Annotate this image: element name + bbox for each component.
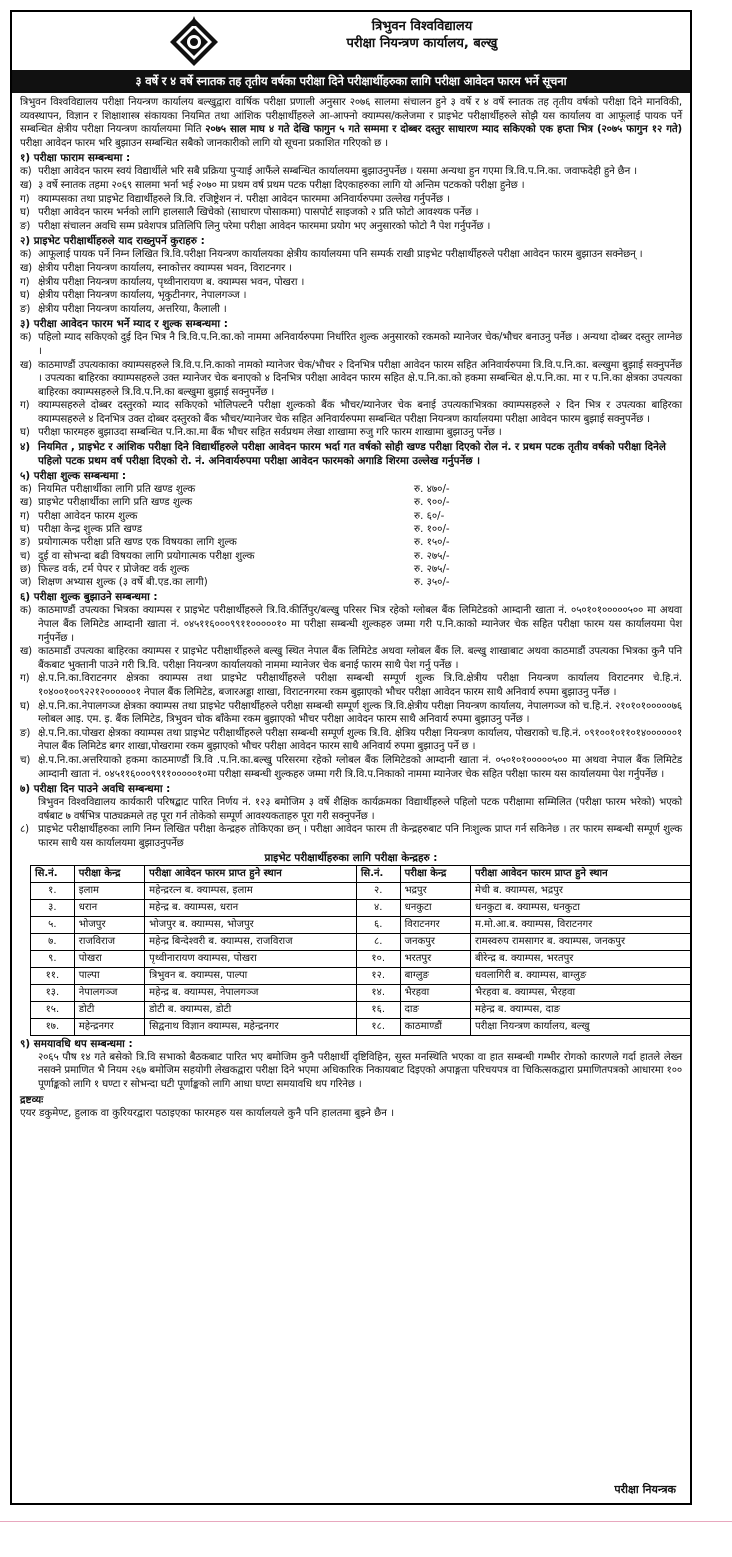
table-cell: ८.	[356, 933, 400, 950]
list-item	[20, 193, 682, 207]
tu-emblem-icon	[168, 16, 220, 68]
section-7-body	[20, 796, 682, 823]
item-text: काठमाडौं उपत्यका बाहिरका क्याम्पस र प्राइभेट परीक्षार्थीहरुले बल्खु स्थित नेपाल बैंक लिमिटेड अथवा ग्लोबल बैंक लि. बल्खु शाखाबाट अथवा काठमाडौं उपत्यका भित्रका कुनै पनि बैंकबाट भुक्तानी पाउने गरी त्रि.वि. परीक्षा नियन्त्रण कार्यालयको नाममा म्यानेजर चेक बनाई फारम साथै पेश गर्नु पर्नेछ ।	[38, 646, 682, 671]
item-text: परीक्षा आवेदन फारम भर्नको लागि हालसालै खिचेको (साधारण पोसाकमा) पासपोर्ट साइजको २ प्रति फोटो आवश्यक पर्नेछ ।	[38, 207, 479, 219]
fee-amount: रु. २७५/-	[414, 550, 450, 562]
fee-name: दुई वा सोभन्दा बढी विषयका लागि प्रयोगात्मक परीक्षा शुल्क	[38, 550, 255, 562]
item-label: क)	[20, 166, 32, 178]
list-item	[20, 645, 682, 672]
table-cell: महेन्द्रनगर	[74, 1018, 144, 1035]
list-item	[20, 359, 682, 400]
table-cell: डोटी	[74, 1001, 144, 1018]
item-text: ३ वर्षे स्नातक तहमा २०६९ सालमा भर्ना भई २०७० मा प्रथम वर्ष प्रथम पटक परीक्षा दिएकाहरुका लागि यो अन्तिम पटकको परीक्षा हुनेछ ।	[38, 179, 525, 191]
item-label: ङ)	[20, 220, 31, 232]
table-cell: इलाम	[74, 882, 144, 899]
col-header: परीक्षा आवेदन फारम प्राप्त हुने स्थान	[471, 865, 692, 882]
fee-label: च)	[20, 550, 31, 562]
table-cell: बीरेन्द्र ब. क्याम्पस, भरतपुर	[471, 950, 692, 967]
list-item	[20, 289, 682, 303]
table-cell: १३.	[31, 984, 75, 1001]
fee-list	[20, 483, 682, 589]
item-text: आफूलाई पायक पर्ने निम्न लिखित त्रि.वि.परीक्षा नियन्त्रण कार्यालयका क्षेत्रीय कार्यालयमा पनि सम्पर्क राखी प्राइभेट परीक्षार्थीहरुले परीक्षा आवेदन फारम बुझाउन सक्नेछन् ।	[38, 249, 643, 261]
fee-amount: रु. ३५०/-	[414, 577, 450, 589]
note-text: एयर डकुमेण्ट, हुलाक वा कुरियरद्वारा पठाइएका फारमहरु यस कार्यालयले कुनै पनि हालतमा बुझ्ने छैन ।	[20, 1108, 395, 1120]
table-cell: ४.	[356, 899, 400, 916]
table-cell: धनकुटा	[400, 899, 470, 916]
table-cell: भैरहवा	[400, 984, 470, 1001]
col-header: परीक्षा केन्द्र	[400, 865, 470, 882]
table-cell: जनकपुर	[400, 933, 470, 950]
table-cell: धनकुटा ब. क्याम्पस, धनकुटा	[471, 899, 692, 916]
note-title: द्रष्टव्यः	[20, 1094, 44, 1107]
notice-page	[10, 10, 692, 1505]
item-text: काठमाण्डौं उपत्यकाका क्याम्पसहरुले त्रि.वि.प.नि.काको नामको म्यानेजर चेक/भौचर २ दिनभित्र परीक्षा आवेदन फारम सहित अनिवार्यरुपमा त्रि.वि.प.नि.का. बल्खुमा बुझाई सक्नुपर्नेछ । उपत्यका बाहिरका क्याम्पसहरुले उक्त म्यानेजर चेक बनाएको ४ दिनभित्र परीक्षा आवेदन फारम सहित क्षे.प.नि.का.को हकमा सम्बन्धित क्षे.प.नि.का. मा र प.नि.का क्षेत्रका उपत्यका बाहिरका क्याम्पसहरुले त्रि.वि.प.नि.का बल्खुमा बुझाई सक्नुपर्नेछ ।	[38, 359, 682, 398]
table-row	[31, 899, 692, 916]
fee-row	[20, 483, 682, 496]
col-header: परीक्षा केन्द्र	[74, 865, 144, 882]
section-3-list	[20, 331, 682, 440]
table-cell: परीक्षा नियन्त्रण कार्यालय, बल्खु	[471, 1018, 692, 1035]
fee-amount: रु. ६०/-	[414, 510, 445, 522]
table-cell: धवलागिरी ब. क्याम्पस, बाग्लुङ	[471, 967, 692, 984]
table-row	[31, 933, 692, 950]
item-text: परीक्षा फारमहरु बुझाउदा सम्बन्धित प.नि.का.मा बैंक भौचर सहित सर्वप्रथम लेखा शाखामा रुजु गरि फारम शाखामा बुझाउनु पर्नेछ ।	[38, 427, 502, 439]
notice-title-banner: ३ वर्षे र ४ वर्षे स्नातक तह तृतीय वर्षका परीक्षा दिने परीक्षार्थीहरुका लागि परीक्षा आवेदन फारम भर्ने सूचना	[12, 70, 690, 93]
item-text: परीक्षा आवेदन फारम स्वयं विद्यार्थीले भरि सबै प्रक्रिया पुऱ्याई आफैंले सम्बन्धित कार्यालयमा बुझाउनुपर्नेछ । यसमा अन्यथा हुन गएमा त्रि.वि.प.नि.का. जवाफदेही हुने छैन ।	[38, 166, 637, 178]
item-text: क्षेत्रीय परीक्षा नियन्त्रण कार्यालय, भृकुटीनगर, नेपालगञ्ज ।	[38, 290, 247, 302]
table-cell: १२.	[356, 967, 400, 984]
table-cell: १७.	[31, 1018, 75, 1035]
fee-name: परीक्षा केन्द्र शुल्क प्रति खण्ड	[38, 523, 143, 535]
table-cell: १८.	[356, 1018, 400, 1035]
table-header-row	[31, 865, 692, 882]
table-cell: ११.	[31, 967, 75, 984]
table-cell: महेन्द्र ब. क्याम्पस, धरान	[145, 899, 357, 916]
item-label: ग)	[20, 193, 30, 205]
fee-label: ङ)	[20, 537, 31, 549]
fee-label: ख)	[20, 497, 33, 509]
table-cell: १४.	[356, 984, 400, 1001]
intro-text-end: परीक्षा आवेदन फारम भरि बुझाउन सम्बन्धित सबैको जानकारीको लागि यो सूचना प्रकाशित गरिएको छ ।	[20, 137, 388, 149]
table-cell: महेन्द्र ब. क्याम्पस, नेपालगञ्ज	[145, 984, 357, 1001]
fee-amount: रु. ९००/-	[414, 497, 450, 509]
section-7-title: ७) परीक्षा दिन पाउने अवधि सम्बन्धमा :	[20, 783, 171, 796]
section-6-title: ६) परीक्षा शुल्क बुझाउने सम्बन्धमा :	[20, 591, 158, 604]
item-text: क्षे.प.नि.का.पोखरा क्षेत्रका क्याम्पस तथा प्राइभेट परीक्षार्थीहरुले परीक्षा सम्बन्धी सम्पूर्ण शुल्क त्रि.वि. क्षेत्रिय परीक्षा नियन्त्रण कार्यालय, पोखराको च.हि.नं. ०९१००१०११०१४००००००१ नेपाल बैंक लिमिटेड बगर शाखा,पोखरामा रकम बुझाएको भौचर परीक्षा आवेदन फारम साथै अनिवार्य रुपमा बुझाउनु पर्ने छ ।	[38, 727, 682, 753]
table-row	[31, 984, 692, 1001]
signature-title: परीक्षा नियन्त्रक	[614, 1483, 676, 1496]
item-label: ४)	[20, 441, 31, 454]
list-item	[20, 426, 682, 440]
section-4-text: नियमित , प्राइभेट र आंशिक परीक्षा दिने विद्यार्थीहरुले परीक्षा आवेदन फारम भर्दा गत वर्षको सोही खण्ड परीक्षा दिएको रोल नं. र प्रथम पटक तृतीय वर्षको परीक्षा दिनेले पहिलो पटक प्रथम वर्ष परीक्षा दिएको रो. नं. अनिवार्यरुपमा परीक्षा आवेदन फारमको अगाडि शिरमा उल्लेख गर्नुपर्नेछ ।	[38, 441, 666, 468]
item-text: परीक्षा संचालन अवधि सम्म प्रवेशपत्र प्रतिलिपि लिनु परेमा परीक्षा आवेदन फारममा प्रयोग भए अनुसारको फोटो नै पेश गर्नुपर्नेछ ।	[38, 220, 491, 232]
table-cell: भद्रपुर	[400, 882, 470, 899]
list-item	[20, 179, 682, 193]
table-cell: भैरहवा ब. क्याम्पस, भैरहवा	[471, 984, 692, 1001]
item-label: ख)	[20, 359, 33, 371]
table-cell: ७.	[31, 933, 75, 950]
notice-header	[20, 12, 682, 70]
table-cell: काठमाण्डौं	[400, 1018, 470, 1035]
fee-label: छ)	[20, 563, 32, 575]
section-2-title: २) प्राइभेट परीक्षार्थीहरुले याद राख्नुपर्ने कुराहरु :	[20, 235, 205, 248]
item-text: क्षेत्रीय परीक्षा नियन्त्रण कार्यालय, पृथ्वीनारायण ब. क्याम्पस भवन, पोखरा ।	[38, 276, 305, 288]
fee-name: नियमित परीक्षार्थीका लागि प्रति खण्ड शुल्क	[38, 484, 196, 496]
table-cell: ५.	[31, 916, 75, 933]
table-cell: बाग्लुङ	[400, 967, 470, 984]
list-item	[20, 276, 682, 290]
fee-row	[20, 536, 682, 549]
fee-row	[20, 576, 682, 589]
fee-name: परीक्षा आवेदन फारम शुल्क	[38, 510, 138, 522]
list-item	[20, 672, 682, 699]
fee-amount: रु. २७५/-	[414, 563, 450, 575]
intro-paragraph	[20, 96, 682, 150]
item-label: ख)	[20, 646, 33, 658]
university-name: त्रिभुवन विश्वविद्यालय	[371, 19, 473, 34]
list-item	[20, 165, 682, 179]
table-cell: म.मो.आ.ब. क्याम्पस, विराटनगर	[471, 916, 692, 933]
item-label: ग)	[20, 400, 30, 412]
table-cell: डोटी ब. क्याम्पस, डोटी	[145, 1001, 357, 1018]
section-9-title: ९) समयावधि थप सम्बन्धमा :	[20, 1037, 133, 1050]
table-row	[31, 950, 692, 967]
section-5-title: ५) परीक्षा शुल्क सम्बन्धमा :	[20, 470, 126, 483]
intro-text: त्रिभुवन विश्वविद्यालय परीक्षा नियन्त्रण कार्यालय बल्खुद्वारा वार्षिक परीक्षा प्रणाली अनुसार २०७६ सालमा संचालन हुने ३ वर्षे र ४ वर्षे स्नातक तह तृतीय वर्षको परीक्षा दिने मानविकी, व्यवस्थापन, विज्ञान र शिक्षाशास्त्र संकायका नियमित तथा आंशिक परीक्षार्थीहरुले आ-आफ्नो क्याम्पस/कलेजमा र प्राइभेट परीक्षार्थीहरुले सोझै यस कार्यालय वा आफूलाई पायक पर्ने सम्बन्धित क्षेत्रीय परीक्षा नियन्त्रण कार्यालयमा मिति	[20, 97, 682, 136]
section-9-text: २०६५ पौष १४ गते बसेको त्रि.वि सभाको बैठकबाट पारित भए बमोजिम कुनै परीक्षार्थी दृष्टिविहिन, सुस्त मनस्थिति भएका वा हात सम्बन्धी गम्भीर रोगको कारणले गर्दा हातले लेख्न नसक्ने प्रमाणित भै नियम २६७ बमोजिम सहयोगी लेखकद्वारा परीक्षा दिने भएमा अधिकारिक निकायबाट दिइएको अपाङ्गता परिचयपत्र वा चिकित्सकद्वारा प्रमाणितपत्रको आधारमा १०० पूर्णाङ्कको लागि १ घण्टा र सोभन्दा घटी पूर्णाङ्कको लागि आधा घण्टा समयावधि थप गरिनेछ ।	[38, 1051, 682, 1090]
table-cell: १.	[31, 882, 75, 899]
col-header: परीक्षा आवेदन फारम प्राप्त हुने स्थान	[145, 865, 357, 882]
list-item	[20, 604, 682, 645]
footer-divider	[0, 1521, 732, 1522]
fee-row	[20, 550, 682, 563]
table-cell: पृथ्वीनारायण क्याम्पस, पोखरा	[145, 950, 357, 967]
item-text: क्षे.प.नि.का.नेपालगञ्ज क्षेत्रका क्याम्पस तथा प्राइभेट परीक्षार्थीहरुले परीक्षा सम्बन्धी सम्पूर्ण शुल्क त्रि.वि.क्षेत्रीय परीक्षा नियन्त्रण कार्यालय, नेपालगञ्ज को च.हि.नं. २१०१०१०००००७६ ग्लोबल आइ. एम. इ. बैंक लिमिटेड, त्रिभुवन चोक बाँकेमा रकम बुझाएको भौचर परीक्षा आवेदन फारम साथै अनिवार्य रुपमा बुझाउनु पर्नेछ ।	[38, 700, 682, 726]
fee-name: शिक्षण अभ्यास शुल्क (३ वर्षे बी.एड.का लागी)	[38, 577, 208, 589]
list-item	[20, 727, 682, 754]
table-cell: धरान	[74, 899, 144, 916]
item-text: क्षे.प.नि.का.विराटनगर क्षेत्रका क्याम्पस तथा प्राइभेट परीक्षार्थीहरुले परीक्षा सम्बन्धी सम्पूर्ण शुल्क त्रि.वि.क्षेत्रीय परीक्षा नियन्त्रण कार्यालय विराटनगर चे.हि.नं. १०४००१००९२२१२००००००१ नेपाल बैंक लिमिटेड, बजारअड्डा शाखा, विराटनगरमा रकम बुझाएको भौचर परीक्षा आवेदन फारम साथै अनिवार्य रुपमा बुझाउनु पर्नेछ ।	[38, 673, 682, 698]
table-cell: ९.	[31, 950, 75, 967]
fee-row	[20, 563, 682, 576]
fee-label: ज)	[20, 577, 32, 589]
table-cell: भोजपुर ब. क्याम्पस, भोजपुर	[145, 916, 357, 933]
fee-label: ग)	[20, 510, 30, 522]
list-item	[20, 206, 682, 220]
table-cell: पोखरा	[74, 950, 144, 967]
table-cell: दाङ	[400, 1001, 470, 1018]
table-cell: १६.	[356, 1001, 400, 1018]
office-name: परीक्षा नियन्त्रण कार्यालय, बल्खु	[346, 36, 498, 51]
table-row	[31, 967, 692, 984]
table-cell: २.	[356, 882, 400, 899]
item-label: घ)	[20, 427, 30, 439]
fee-row	[20, 510, 682, 523]
fee-name: प्रयोगात्मक परीक्षा प्रति खण्ड एक विषयका लागि शुल्क	[38, 537, 237, 549]
list-item	[20, 700, 682, 727]
fee-label: क)	[20, 484, 32, 496]
list-item	[20, 262, 682, 276]
table-cell: मेची ब. क्याम्पस, भद्रपुर	[471, 882, 692, 899]
item-text: क्षेत्रीय परीक्षा नियन्त्रण कार्यालय, स्नाकोत्तर क्याम्पस भवन, विराटनगर ।	[38, 262, 292, 274]
item-label: ग)	[20, 276, 30, 288]
table-cell: १५.	[31, 1001, 75, 1018]
item-text: काठमाण्डौं उपत्यका भित्रका क्याम्पस र प्राइभेट परीक्षार्थीहरुले त्रि.वि.कीर्तिपुर/बल्खु परिसर भित्र रहेको ग्लोबल बैंक लिमिटेडको आम्दानी खाता नं. ०५०१०१०००००५०० मा अथवा नेपाल बैंक लिमिटेड आम्दानी खाता नं. ०४५११६०००९९११०००००१० मा परीक्षा सम्बन्धी शुल्कहरु जम्मा गरी प.नि.काको म्यानेजर चेक सहित परीक्षा फारम यस कार्यालयमा पेश गर्नुपर्नेछ ।	[38, 605, 682, 644]
item-text: क्याम्पसका तथा प्राइभेट विद्यार्थीहरुले त्रि.वि. रजिष्ट्रेशन नं. परीक्षा आवेदन फारममा अनिवार्यरुपमा उल्लेख गर्नुपर्नेछ ।	[38, 193, 450, 205]
col-header: सि.नं.	[31, 865, 75, 882]
item-label: ङ)	[20, 303, 31, 315]
table-cell: नेपालगञ्ज	[74, 984, 144, 1001]
item-label: च)	[20, 754, 31, 766]
table-cell: सिद्वनाथ विज्ञान क्याम्पस, महेन्द्रनगर	[145, 1018, 357, 1035]
fee-row	[20, 496, 682, 509]
centers-table	[30, 865, 692, 1036]
section-6-list	[20, 604, 682, 781]
item-label: घ)	[20, 207, 30, 219]
table-cell: त्रिभुवन ब. क्याम्पस, पाल्पा	[145, 967, 357, 984]
table-row	[31, 1001, 692, 1018]
fee-amount: रु. १५०/-	[414, 537, 450, 549]
item-text: पहिलो म्याद सकिएको दुई दिन भित्र नै त्रि.वि.प.नि.का.को नाममा अनिवार्यरुपमा निर्धारित शुल्क अनुसारको रकमको म्यानेजर चेक/भौचर बनाउनु पर्नेछ । अन्यथा दोब्बर दस्तुर लाग्नेछ ।	[38, 332, 682, 357]
centers-table-body	[31, 882, 692, 1035]
table-cell: भोजपुर	[74, 916, 144, 933]
section-1-title: १) परीक्षा फाराम सम्बन्धमा :	[20, 152, 131, 165]
section-1-list	[20, 165, 682, 233]
table-cell: विराटनगर	[400, 916, 470, 933]
item-label: घ)	[20, 700, 30, 712]
table-cell: महेन्द्र बिन्देश्वरी ब. क्याम्पस, राजविराज	[145, 933, 357, 950]
item-text: क्षेत्रीय परीक्षा नियन्त्रण कार्यालय, अत्तरिया, कैलाली ।	[38, 303, 227, 315]
section-2-list	[20, 248, 682, 316]
list-item	[20, 754, 682, 781]
table-cell: १०.	[356, 950, 400, 967]
section-7-text: त्रिभुवन विश्वविद्यालय कार्यकारी परिषद्बाट पारित निर्णय नं. १२३ बमोजिम ३ वर्षे शैक्षिक कार्यक्रमका विद्यार्थीहरुले पहिलो पटक परीक्षामा सम्मिलित (परीक्षा फारम भरेको) भएको वर्षबाट ७ वर्षभित्र पाठ्यक्रमले तह पूरा गर्न तोकेको सम्पूर्ण आवश्यकताहरु पूरा गरी सक्नुपर्नेछ ।	[38, 797, 682, 822]
item-label: क)	[20, 605, 32, 617]
item-text: क्याम्पसहरुले दोब्बर दस्तुरको म्याद सकिएको भोलिपल्टनै परीक्षा शुल्कको बैंक भौचर/म्यानेजर चेक बनाई उपत्यकाभित्रका क्याम्पसहरुले २ दिन भित्र र उपत्यका बाहिरका क्याम्पसहरुले ४ दिनभित्र उक्त दोब्बर दस्तुरको बैंक भौचर/म्यानेजर चेक सहित अनिवार्यरुपमा सम्बन्धित परीक्षा नियन्त्रण कार्यालयमा परीक्षा आवेदन फारम बुझाई सक्नुपर्नेछ ।	[38, 400, 682, 425]
list-item	[20, 220, 682, 234]
table-cell: राजविराज	[74, 933, 144, 950]
list-item	[20, 303, 682, 317]
list-item	[20, 248, 682, 262]
fee-label: घ)	[20, 523, 30, 535]
item-label: ख)	[20, 262, 33, 274]
table-cell: महेन्द्र ब. क्याम्पस, दाङ	[471, 1001, 692, 1018]
col-header: सि.नं.	[356, 865, 400, 882]
item-label: घ)	[20, 290, 30, 302]
fee-amount: रु. ४७०/-	[414, 484, 450, 496]
item-label: ङ)	[20, 727, 31, 739]
section-9-body	[20, 1051, 682, 1092]
table-cell: ३.	[31, 899, 75, 916]
item-label: ख)	[20, 179, 33, 191]
item-label: ग)	[20, 673, 30, 685]
fee-name: प्राइभेट परीक्षार्थीका लागि प्रति खण्ड शुल्क	[38, 497, 193, 509]
section-3-title: ३) परीक्षा आवेदन फारम भर्ने म्याद र शुल्क सम्बन्धमा :	[20, 318, 228, 331]
table-row	[31, 1018, 692, 1035]
table-cell: पाल्पा	[74, 967, 144, 984]
section-8	[20, 823, 682, 850]
section-4	[20, 440, 682, 468]
table-cell: महेन्द्ररत्न ब. क्याम्पस, इलाम	[145, 882, 357, 899]
fee-name: फिल्ड वर्क, टर्म पेपर र प्रोजेक्ट वर्क शुल्क	[38, 563, 190, 575]
table-cell: ६.	[356, 916, 400, 933]
table-row	[31, 882, 692, 899]
fee-row	[20, 523, 682, 536]
table-cell: भरतपुर	[400, 950, 470, 967]
intro-deadline: २०७५ साल माघ ४ गते देखि फागुन ५ गते सम्ममा र दोब्बर दस्तुर साधारण म्याद सकिएको एक हप्ता भित्र (२०७५ फागुन १२ गते)	[205, 124, 682, 136]
item-label: क)	[20, 249, 32, 261]
centers-table-caption: प्राइभेट परीक्षार्थीहरुका लागि परीक्षा केन्द्रहरु :	[264, 851, 438, 864]
fee-amount: रु. १००/-	[414, 523, 450, 535]
section-8-text: प्राइभेट परीक्षार्थीहरुका लागि निम्न लिखित परीक्षा केन्द्रहरु तोकिएका छन् । परीक्षा आवेदन फारम ती केन्द्रहरुबाट पनि निःशुल्क प्राप्त गर्न सकिनेछ । तर फारम सम्बन्धी सम्पूर्ण शुल्क फारम साथै यस कार्यालयमा बुझाउनुपर्नेछ	[38, 824, 682, 849]
item-label: क)	[20, 332, 32, 344]
item-label: ८)	[20, 824, 29, 836]
list-item	[20, 331, 682, 358]
item-text: क्षे.प.नि.का.अत्तरियाको हकमा काठमाण्डौं त्रि.वि .प.नि.का.बल्खु परिसरमा रहेको ग्लोबल बैंक लिमिटेडको आम्दानी खाता नं. ०५०१०१०००००५०० मा अथवा नेपाल बैंक लिमिटेड आम्दानी खाता नं. ०४५११६०००९९११०००००१०मा परीक्षा सम्बन्धी शुल्कहरु जम्मा गरी त्रि.वि.प.निकाको नाममा म्यानेजर चेक सहित परीक्षा फारम यस कार्यालयमा पेश गर्नुपर्नेछ ।	[38, 754, 682, 780]
list-item	[20, 399, 682, 426]
table-row	[31, 916, 692, 933]
table-cell: रामस्वरुप रामसागर ब. क्याम्पस, जनकपुर	[471, 933, 692, 950]
